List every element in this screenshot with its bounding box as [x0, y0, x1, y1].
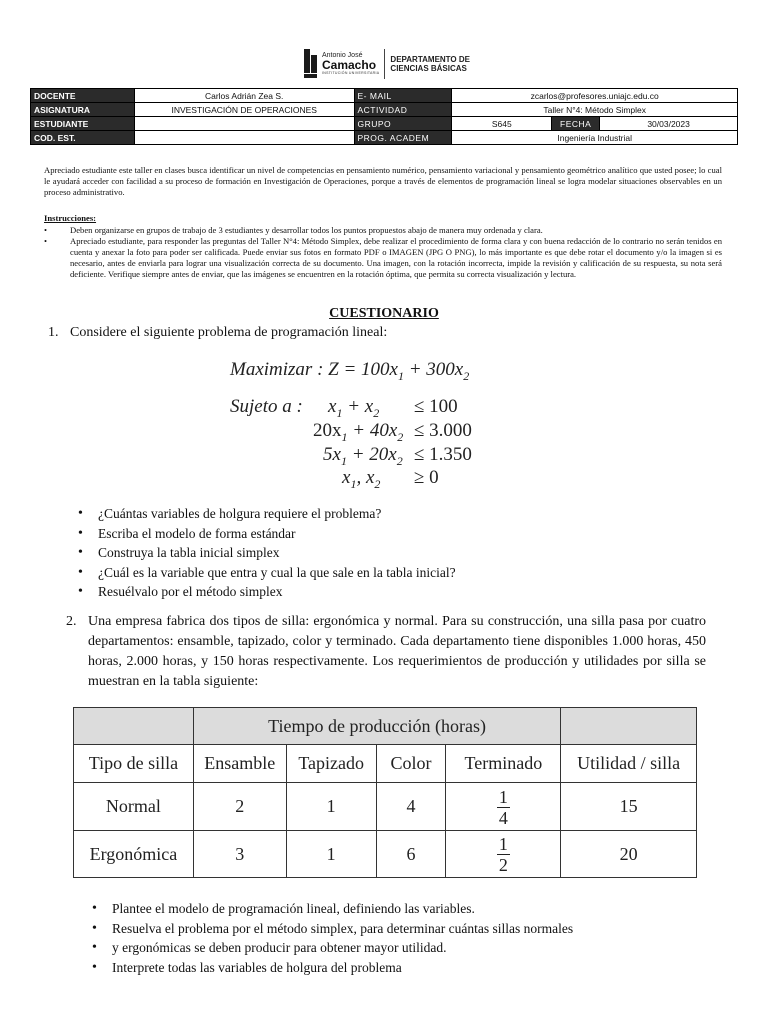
row-utilidad: 20: [561, 831, 697, 878]
row-tapizado: 1: [286, 783, 376, 831]
constraint-2-rhs: ≤ 3.000: [414, 420, 472, 441]
constraint-1-rhs: ≤ 100: [414, 396, 458, 417]
prog-value: Ingeniería Industrial: [452, 131, 738, 145]
fecha-label: FECHA: [552, 117, 600, 131]
grupo-value: S645: [452, 117, 552, 131]
institution-logo: [304, 46, 474, 82]
table-empty-header-cell: [561, 708, 697, 745]
cuestionario-heading: CUESTIONARIO: [329, 306, 439, 321]
column-header: Tipo de silla: [74, 745, 194, 783]
row-utilidad: 15: [561, 783, 697, 831]
list-item: • Interprete todas las variables de holgura del problema: [92, 958, 573, 978]
table-row: [74, 783, 697, 831]
row-tapizado: 1: [286, 831, 376, 878]
row-color: 6: [376, 831, 446, 878]
department-name: DEPARTAMENTO DE CIENCIAS BÁSICAS: [390, 54, 470, 73]
list-item: • Resuélvalo por el método simplex: [78, 582, 456, 602]
docente-value: Carlos Adrián Zea S.: [134, 89, 354, 103]
list-item: • Plantee el modelo de programación lineal, definiendo las variables.: [92, 899, 573, 919]
constraint-1-lhs: $x_1 + x_2$: [328, 396, 380, 420]
intro-paragraph: Apreciado estudiante este taller en clases busca identificar un nivel de competencias en pensamiento numérico, pensamiento variacional y pensamiento geométrico analítico que usted posee; lo cual le ayudará acceder con facilidad a su proceso de formación en Investigación de Operaciones, porque a través de elementos de programación lineal se logra modelar situaciones observables en un proceso administrativo.: [44, 165, 722, 197]
list-item: • Resuelva el problema por el método simplex, para determinar cuántas sillas normales: [92, 919, 573, 939]
constraint-4-rhs: ≥ 0: [414, 467, 439, 488]
instructions-list: [44, 225, 722, 280]
grupo-label: GRUPO: [354, 117, 452, 131]
row-tipo: Normal: [74, 783, 194, 831]
objective-function: Maximizar : $Z = 100x_1 + 300x_2$: [230, 359, 470, 383]
table-row: [74, 831, 697, 878]
production-table: [73, 707, 697, 878]
constraint-2-lhs: $20x_1 + 40x_2$: [313, 420, 404, 444]
question-number: 2.: [66, 614, 77, 629]
estudiante-value: [134, 117, 354, 131]
question-2: [66, 612, 706, 692]
list-item: • y ergonómicas se deben producir para obtener mayor utilidad.: [92, 938, 573, 958]
table-corner-cell: [74, 708, 194, 745]
question-number: 1.: [48, 325, 59, 340]
logo-top-line: Antonio José: [322, 52, 363, 60]
question-1-tasks: [78, 504, 456, 602]
column-header: Color: [376, 745, 446, 783]
row-terminado: $\frac{1}{4}$: [446, 783, 561, 831]
list-item: • ¿Cuántas variables de holgura requiere el problema?: [78, 504, 456, 524]
list-item: • Construya la tabla inicial simplex: [78, 543, 456, 563]
asignatura-value: INVESTIGACIÓN DE OPERACIONES: [134, 103, 354, 117]
constraint-4-lhs: $x_1$, $x_2$: [342, 467, 381, 491]
question-2-tasks: [92, 899, 573, 977]
logo-name: Camacho: [322, 58, 377, 73]
docente-label: DOCENTE: [31, 89, 135, 103]
actividad-value: Taller N°4: Método Simplex: [452, 103, 738, 117]
row-ensamble: 2: [193, 783, 286, 831]
question-text: Una empresa fabrica dos tipos de silla: ergonómica y normal. Para su construcción, una silla pasa por cuatro departamentos: ensamble, tapizado, color y terminado. Cada departamento tiene disponibles 1.000 horas, 450 horas, 2.000 horas, y 150 horas respectivamente. Los requerimientos de producción y utilidades por silla se muestran en la tabla siguiente:: [88, 614, 706, 689]
group-header: Tiempo de producción (horas): [193, 708, 560, 745]
actividad-label: ACTIVIDAD: [354, 103, 452, 117]
column-header: Tapizado: [286, 745, 376, 783]
column-header: Terminado: [446, 745, 561, 783]
email-value: zcarlos@profesores.uniajc.edu.co: [452, 89, 738, 103]
row-terminado: $\frac{1}{2}$: [446, 831, 561, 878]
question-text: Considere el siguiente problema de programación lineal:: [70, 325, 388, 340]
instructions-title: Instrucciones:: [44, 213, 97, 223]
logo-subtitle: INSTITUCIÓN UNIVERSITARIA: [322, 71, 380, 76]
list-item: • ¿Cuál es la variable que entra y cual la que sale en la tabla inicial?: [78, 563, 456, 583]
constraint-3-lhs: $5x_1 + 20x_2$: [323, 444, 403, 468]
constraint-3-rhs: ≤ 1.350: [414, 444, 472, 465]
instruction-item: • Deben organizarse en grupos de trabajo de 3 estudiantes y desarrollar todos los puntos propuestos abajo de manera muy ordenada y clara.: [44, 225, 722, 236]
instruction-item: • Apreciado estudiante, para responder las preguntas del Taller N°4: Método Simplex, debe realizar el procedimiento de forma clara y con buena redacción de lo contrario no serán tenidos en cuenta y anexar la foto para poder ser calificada. Puede enviar sus fotos en formato PDF o IMAGEN (JPG O PNG), lo más importante es que debe rotar el documento y/o la imagen si es necesario, antes de enviarla para lograr una visualización correcta de su documento. Una imagen, con la rotación incorrecta, impide la revisión y calificación de su respuesta, su nota será deficiente. Verifique siempre antes de enviar, que las imágenes se encuentren en la rotación óptima, que permita su correcta visualización y lectura.: [44, 236, 722, 280]
prog-label: PROG. ACADEM: [354, 131, 452, 145]
row-tipo: Ergonómica: [74, 831, 194, 878]
email-label: E- MAIL: [354, 89, 452, 103]
estudiante-label: ESTUDIANTE: [31, 117, 135, 131]
cod-value: [134, 131, 354, 145]
row-ensamble: 3: [193, 831, 286, 878]
cod-label: COD. EST.: [31, 131, 135, 145]
asignatura-label: ASIGNATURA: [31, 103, 135, 117]
subject-to-label: Sujeto a :: [230, 396, 303, 417]
course-info-table: [30, 88, 738, 145]
column-header: Utilidad / silla: [561, 745, 697, 783]
logo-mark-icon: [304, 49, 318, 79]
fecha-value: 30/03/2023: [600, 117, 738, 131]
question-1: [48, 325, 387, 341]
logo-divider: [384, 49, 385, 79]
row-color: 4: [376, 783, 446, 831]
column-header: Ensamble: [193, 745, 286, 783]
list-item: • Escriba el modelo de forma estándar: [78, 524, 456, 544]
